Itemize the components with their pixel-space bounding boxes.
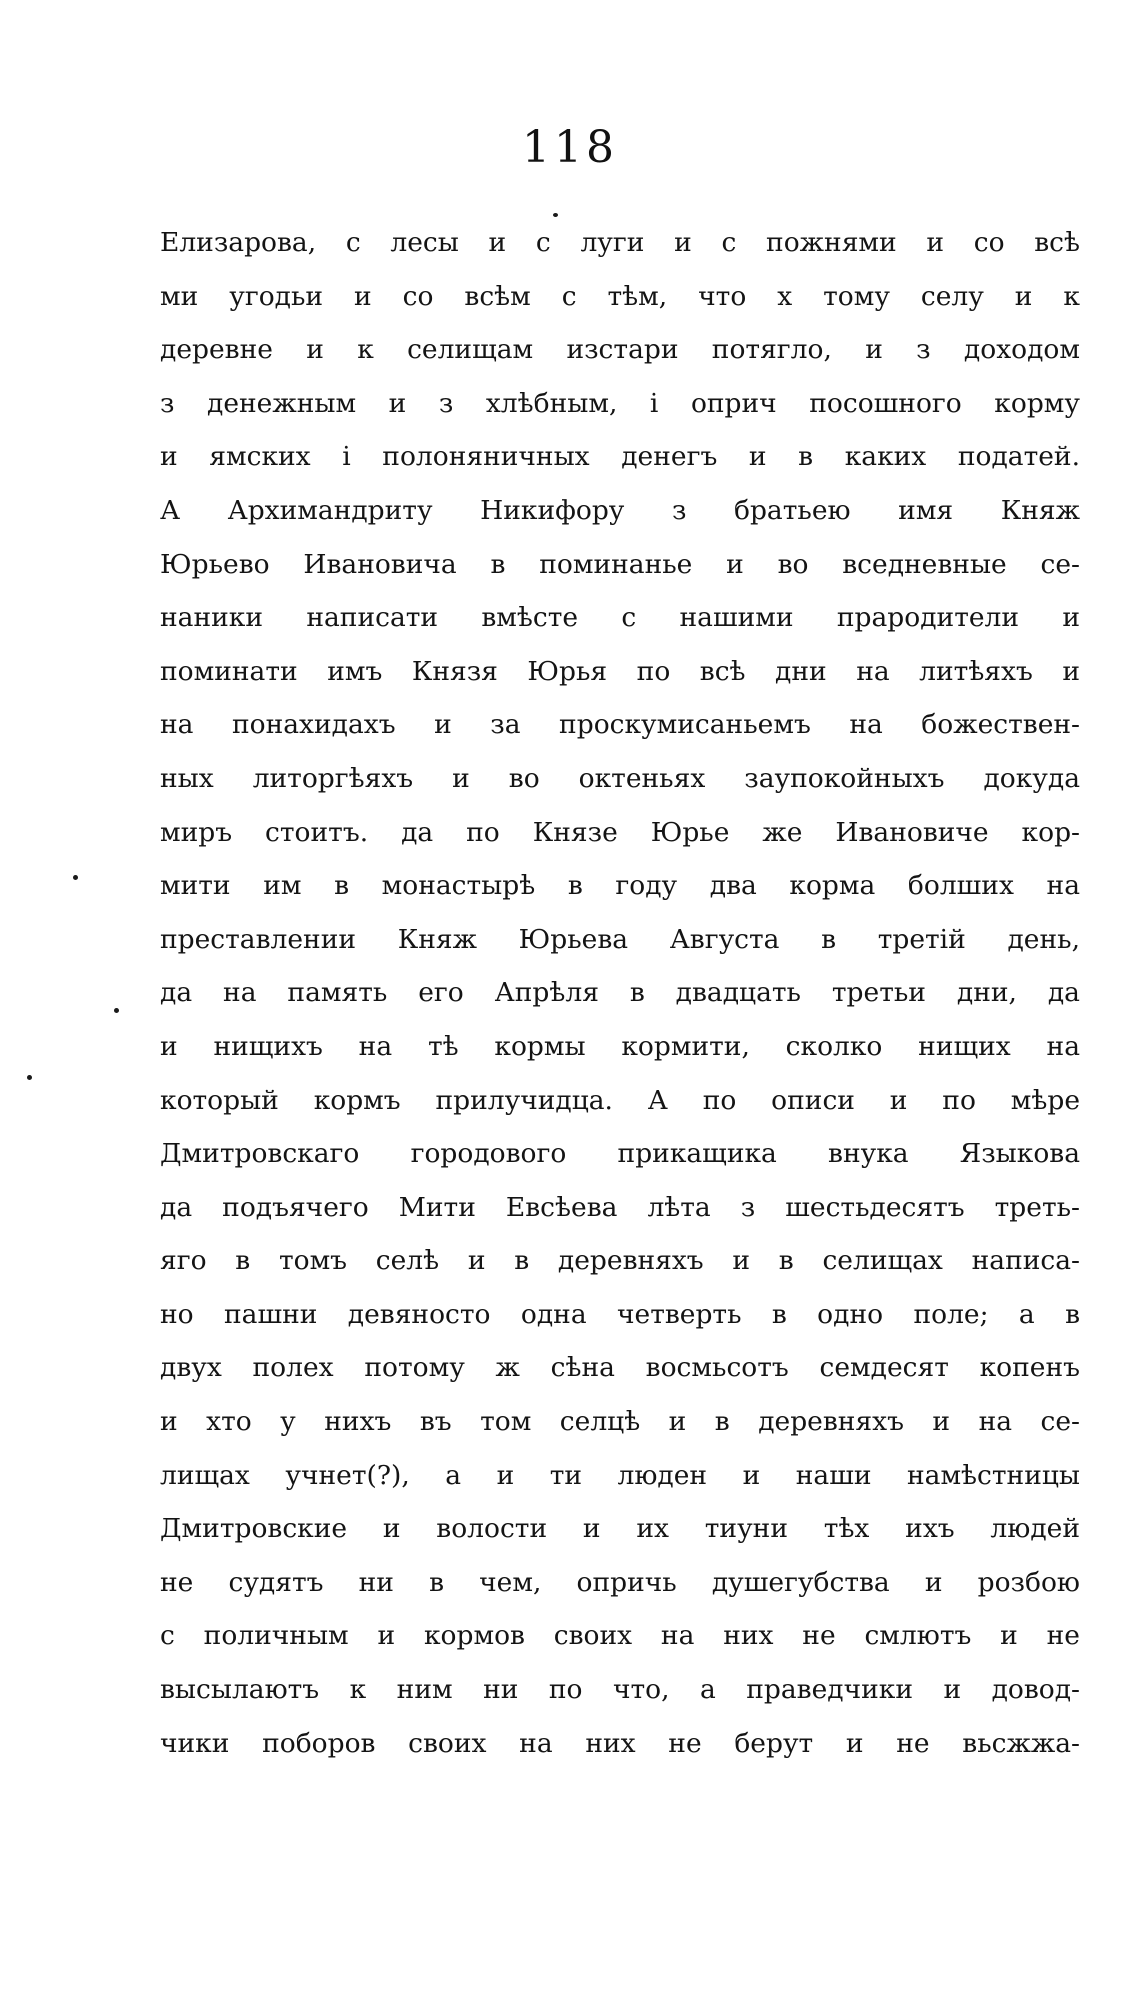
text-line: да подъячего Мити Евсѣева лѣта з шестьдесятъ треть-	[160, 1191, 1080, 1223]
text-line: чики поборов своих на них не берут и не вьсжжа-	[160, 1727, 1080, 1759]
text-line: поминати имъ Князя Юрья по всѣ дни на литѣяхъ и	[160, 655, 1080, 687]
text-line: з денежным и з хлѣбным, і оприч посошного корму	[160, 387, 1080, 419]
text-line: яго в томъ селѣ и в деревняхъ и в селищах написа-	[160, 1245, 1080, 1277]
text-line: но пашни девяносто одна четверть в одно поле; а в	[160, 1298, 1080, 1330]
text-line: и ямских і полоняничных денегъ и в каких податей.	[160, 441, 1080, 473]
text-line: лищах учнет(?), а и ти люден и наши намѣстницы	[160, 1459, 1080, 1491]
text-line: Елизарова, с лесы и с луги и с пожнями и со всѣ	[160, 227, 1080, 258]
page-number: 118	[522, 122, 618, 173]
ink-speck	[553, 213, 558, 217]
text-line: наники написати вмѣсте с нашими прародители и	[160, 602, 1080, 634]
text-line: и нищихъ на тѣ кормы кормити, сколко нищих на	[160, 1030, 1080, 1062]
text-line: который кормъ прилучидца. А по описи и по мѣре	[160, 1084, 1080, 1116]
ink-speck	[73, 875, 78, 880]
text-line: Дмитровскаго городового прикащика внука Языкова	[160, 1138, 1080, 1170]
text-line: на понахидахъ и за проскумисаньемъ на божествен-	[160, 709, 1080, 741]
text-line: да на память его Апрѣля в двадцать третьи дни, да	[160, 977, 1080, 1009]
text-line: не судятъ ни в чем, опричь душегубства и розбою	[160, 1566, 1080, 1598]
text-line: миръ стоитъ. да по Князе Юрье же Ивановиче кор-	[160, 816, 1080, 848]
ink-speck	[114, 1008, 119, 1013]
text-line: Юрьево Ивановича в поминанье и во вседневные се-	[160, 548, 1080, 580]
text-line: А Архимандриту Никифору з братьею имя Княж	[160, 494, 1080, 526]
text-line: двух полех потому ж сѣна восмьсотъ семдесят копенъ	[160, 1352, 1080, 1384]
ink-speck	[27, 1075, 32, 1080]
body-text	[160, 216, 1080, 1770]
text-line: Дмитровские и волости и их тиуни тѣх ихъ людей	[160, 1513, 1080, 1545]
text-line: деревне и к селищам изстари потягло, и з доходом	[160, 334, 1080, 366]
text-line: ных литоргѣяхъ и во октеньях заупокойныхъ докуда	[160, 762, 1080, 794]
text-line: с поличным и кормов своих на них не смлютъ и не	[160, 1620, 1080, 1652]
text-line: и хто у нихъ въ том селцѣ и в деревняхъ и на се-	[160, 1406, 1080, 1438]
text-line: мити им в монастырѣ в году два корма болших на	[160, 870, 1080, 902]
text-line: ми угодьи и со всѣм с тѣм, что х тому селу и к	[160, 280, 1080, 312]
text-line: преставлении Княж Юрьева Августа в третій день,	[160, 923, 1080, 955]
text-line: высылаютъ к ним ни по что, а праведчики и довод-	[160, 1674, 1080, 1706]
